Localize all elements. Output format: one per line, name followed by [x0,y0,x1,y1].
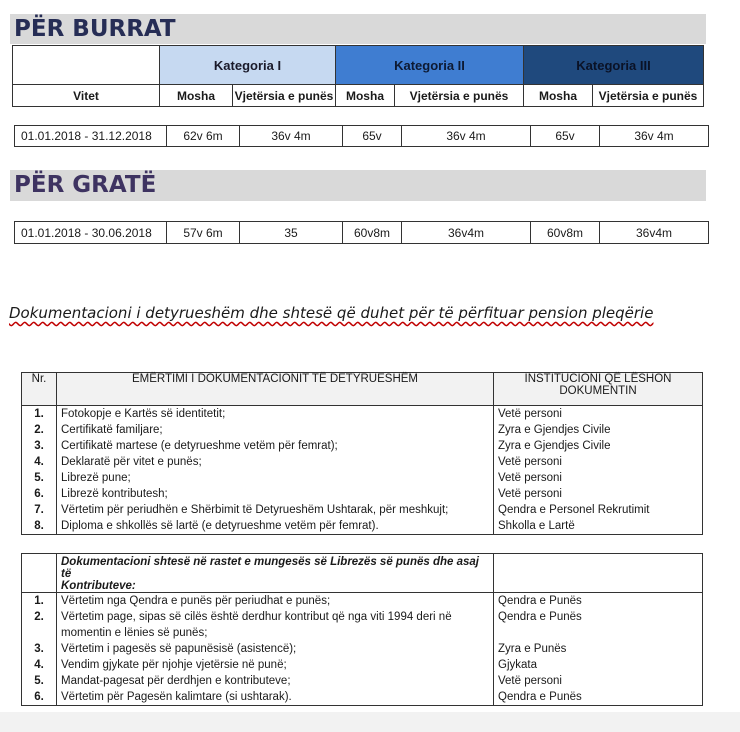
table-row [22,689,703,706]
table-row [22,673,703,689]
table-row [22,406,703,423]
men-cat3-work: 36v 4m [600,126,709,147]
row-number: 8. [22,518,57,535]
women-cat1-age: 57v 6m [167,222,240,244]
table-row [22,422,703,438]
doc-institution: Gjykata [494,657,703,673]
col-inst-header-line1: INSTITUCIONI QË LËSHON [524,373,672,385]
cat3-work-header: Vjetërsia e punës [593,85,704,107]
row-number: 6. [22,486,57,502]
doc-institution: Vetë personi [494,470,703,486]
doc-institution: Qendra e Punës [494,689,703,706]
doc-name: Certifikatë familjare; [57,422,494,438]
years-header-blank [13,46,160,85]
row-number: 3. [22,438,57,454]
row-number: 5. [22,673,57,689]
doc-name: Librezë pune; [57,470,494,486]
docs-title: Dokumentacioni i detyrueshëm dhe shtesë që duhet për të përfituar pension pleqërie [9,304,654,322]
cat2-age-header: Mosha [336,85,395,107]
doc-name [57,609,494,641]
men-cat1-age: 62v 6m [167,126,240,147]
cat2-work-header: Vjetërsia e punës [395,85,524,107]
doc-institution: Qendra e Personel Rekrutimit [494,502,703,518]
men-cat2-age: 65v [343,126,402,147]
row-number: 1. [22,406,57,423]
cat3-age-header: Mosha [524,85,593,107]
doc-name: Librezë kontributesh; [57,486,494,502]
table-row [22,609,703,641]
doc-institution: Zyra e Punës [494,641,703,657]
doc-name-line1: Vërtetim page, sipas së cilës është derdhur kontribut që nga viti 1994 deri në [61,611,452,623]
women-cat2-work: 36v4m [402,222,531,244]
doc-institution: Zyra e Gjendjes Civile [494,438,703,454]
table-row [22,454,703,470]
doc-name: Diploma e shkollës së lartë (e detyrueshme vetëm për femrat). [57,518,494,535]
doc-institution: Vetë personi [494,486,703,502]
category-3-header: Kategoria III [524,46,704,85]
table-row [22,641,703,657]
table-row [22,518,703,535]
table-row [22,502,703,518]
doc-institution: Vetë personi [494,406,703,423]
row-number: 3. [22,641,57,657]
doc-institution: Qendra e Punës [494,593,703,610]
doc-name: Mandat-pagesat për derdhjen e kontributeve; [57,673,494,689]
doc-institution: Vetë personi [494,673,703,689]
row-number: 2. [22,422,57,438]
doc-name-line2: momentin e lënies së punës; [61,627,208,639]
women-data-row [14,221,709,244]
col-nr-header: Nr. [22,373,57,406]
doc-name: Certifikatë martese (e detyrueshme vetëm për femrat); [57,438,494,454]
row-number: 1. [22,593,57,610]
men-cat2-work: 36v 4m [402,126,531,147]
additional-title [57,554,494,593]
additional-title-line2: Kontributeve: [61,580,136,592]
doc-name: Vërtetim nga Qendra e punës për periudhat e punës; [57,593,494,610]
years-header: Vitet [13,85,160,107]
additional-title-line1: Dokumentacioni shtesë në rastet e mungesës së Librezës së punës dhe asaj të [61,556,479,580]
doc-name: Vërtetim për Pagesën kalimtare (si ushtarak). [57,689,494,706]
cat1-work-header: Vjetërsia e punës [233,85,336,107]
women-cat3-work: 36v4m [600,222,709,244]
table-row [22,438,703,454]
col-inst-header-line2: DOKUMENTIN [559,385,637,397]
doc-institution: Qendra e Punës [494,609,703,641]
col-inst-header [494,373,703,406]
men-cat1-work: 36v 4m [240,126,343,147]
cat1-age-header: Mosha [160,85,233,107]
men-period: 01.01.2018 - 31.12.2018 [15,126,167,147]
additional-nr-blank [22,554,57,593]
men-cat3-age: 65v [531,126,600,147]
doc-institution: Zyra e Gjendjes Civile [494,422,703,438]
additional-inst-blank [494,554,703,593]
table-row [22,486,703,502]
women-cat2-age: 60v8m [343,222,402,244]
women-cat1-work: 35 [240,222,343,244]
row-number: 5. [22,470,57,486]
category-header-table [12,45,704,107]
additional-docs-table [21,553,703,706]
doc-institution: Shkolla e Lartë [494,518,703,535]
col-name-header: EMËRTIMI I DOKUMENTACIONIT TË DETYRUESHËM [57,373,494,406]
doc-name: Vërtetim për periudhën e Shërbimit të Detyrueshëm Ushtarak, për meshkujt; [57,502,494,518]
table-row [22,657,703,673]
doc-name: Fotokopje e Kartës së identitetit; [57,406,494,423]
doc-institution: Vetë personi [494,454,703,470]
men-data-row [14,125,709,147]
required-docs-table [21,372,703,535]
row-number: 4. [22,657,57,673]
women-section-header: PËR GRATË [10,170,706,201]
doc-name: Vendim gjykate për njohje vjetërsie në punë; [57,657,494,673]
row-number: 4. [22,454,57,470]
bottom-strip [0,712,740,732]
doc-name: Deklaratë për vitet e punës; [57,454,494,470]
category-1-header: Kategoria I [160,46,336,85]
row-number: 6. [22,689,57,706]
women-period: 01.01.2018 - 30.06.2018 [15,222,167,244]
row-number: 7. [22,502,57,518]
table-row [22,470,703,486]
doc-name: Vërtetim i pagesës së papunësisë (asistencë); [57,641,494,657]
women-cat3-age: 60v8m [531,222,600,244]
category-2-header: Kategoria II [336,46,524,85]
row-number: 2. [22,609,57,641]
table-row [22,593,703,610]
men-section-header: PËR BURRAT [10,14,706,44]
